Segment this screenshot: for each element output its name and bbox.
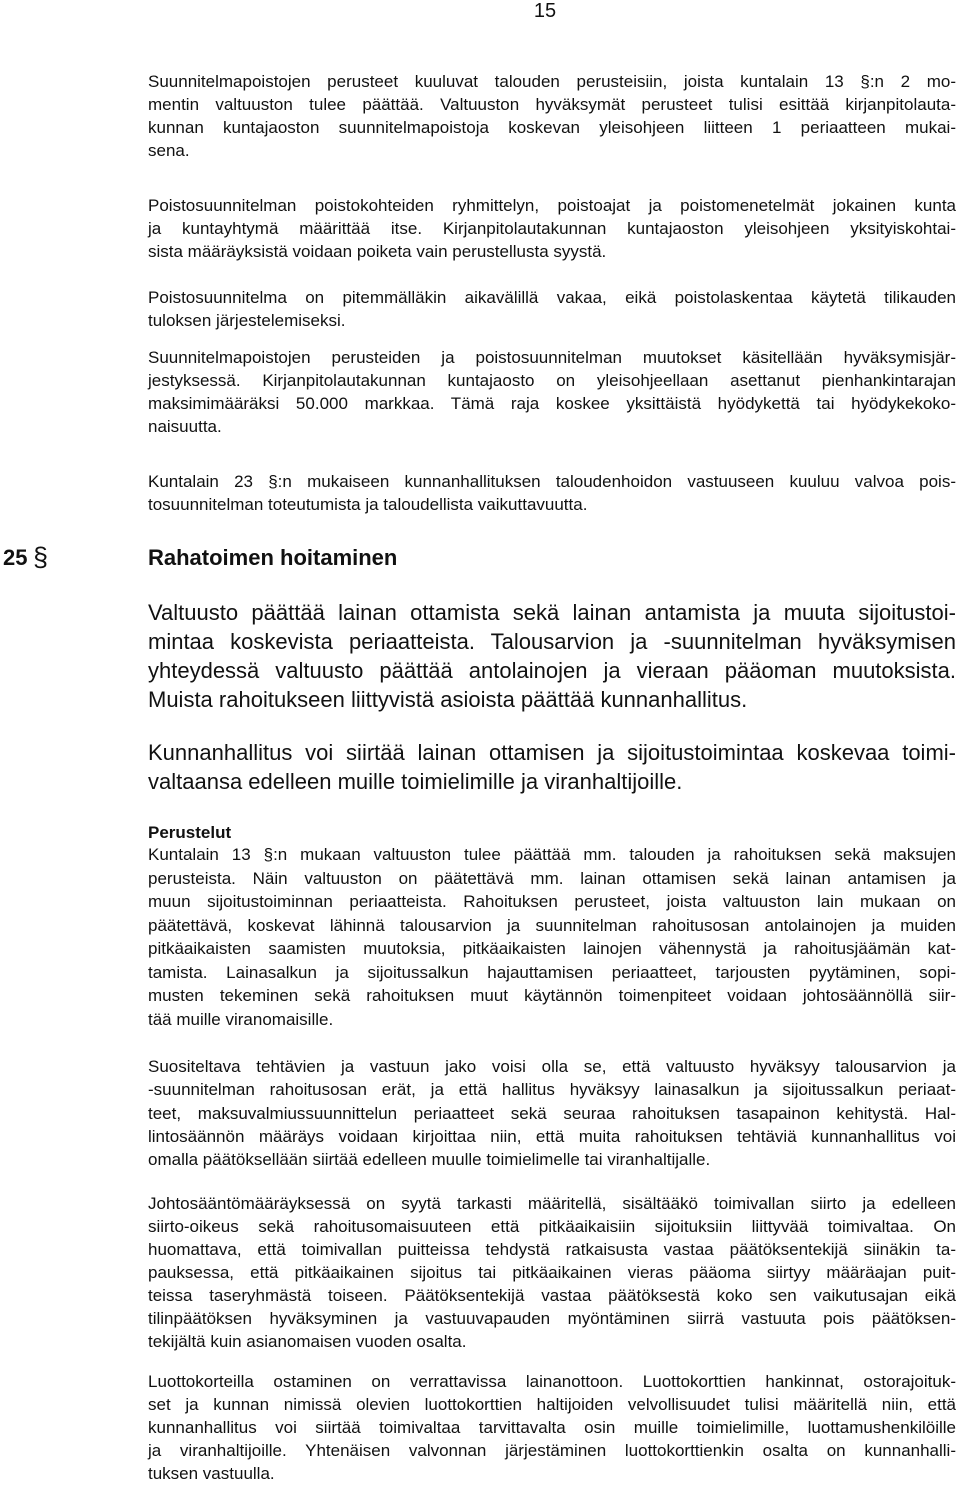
paragraph-depreciation-grouping [148, 194, 956, 263]
text-line: muun sijoitustoiminnan periaatteista. Rahoituksen perusteet, joista valtuuston lain mukaan on [148, 892, 956, 911]
text-line: huomattava, että toimivallan puitteissa tehdystä ratkaisusta vastaa päätöksentekijä siinäkin ta- [148, 1240, 956, 1259]
page-number: 15 [533, 0, 557, 22]
text-line: Suositeltava tehtävien ja vastuun jako voisi olla se, että valtuusto hyväksyy talousarvion ja [148, 1057, 956, 1076]
rationale-paragraph-law [148, 843, 956, 1031]
section-heading [0, 544, 960, 572]
text-line: pitkäaikaisten saamisten muutoksia, pitkäaikaisten lainojen vähennystä ja rahoitusjäämän kat- [148, 939, 956, 958]
paragraph-board-responsibility [148, 470, 956, 516]
text-line: valtaansa edelleen muille toimielimille ja viranhaltijoille. [148, 769, 683, 794]
text-line: mintaa koskevista periaatteista. Talousarvion ja -suunnitelman hyväksymisen [148, 629, 956, 654]
text-line: Poistosuunnitelma on pitemmälläkin aikavälillä vakaa, eikä poistolaskentaa käytetä tilikauden [148, 288, 956, 307]
text-line: tamista. Lainasalkun ja sijoitussalkun hajauttamisen periaatteet, tarjousten pyytäminen, sopi- [148, 962, 956, 982]
text-line: Valtuusto päättää lainan ottamista sekä lainan antamista ja muuta sijoitustoi- [148, 600, 956, 625]
text-line: teet, maksuvalmiussuunnittelun periaatteet sekä seuraa rahoituksen tasapainon kehitystä. Hal- [148, 1103, 956, 1123]
rationale-paragraph-bylaw [148, 1192, 956, 1353]
text-line: perusteista. Näin valtuuston on päätettävä mm. lainan ottamisen sekä lainan antamisen ja [148, 868, 956, 888]
decision-paragraph-board [148, 738, 956, 796]
text-line: jestyksessä. Kirjanpitolautakunnan kuntajaosto on yleisohjeellaan asettanut pienhankintarajan [148, 371, 956, 390]
text-line: maksimimääräksi 50.000 markkaa. Tämä raja koskee yksittäistä hyödykettä tai hyödykekoko- [148, 394, 956, 413]
section-symbol: § [33, 542, 49, 572]
paragraph-depreciation-basis [148, 70, 956, 162]
text-line: ja kuntayhtymä määrittää itse. Kirjanpitolautakunnan kuntajaoston yleisohjeen yksityiskohtai- [148, 219, 956, 238]
text-line: Kunnanhallitus voi siirtää lainan ottamisen ja sijoitustoimintaa koskevaa toimi- [148, 740, 956, 765]
text-line: mentin valtuuston tulee päättää. Valtuuston hyväksymät perusteet tulisi esittää kirjanpitolauta- [148, 95, 956, 114]
rationale-heading: Perustelut [148, 823, 232, 842]
text-line: yhteydessä valtuusto päättää antolainojen ja vieraan pääoman muutoksista. [148, 658, 956, 683]
text-line: musten tekeminen sekä rahoituksen muut käytännön toimenpiteet voidaan johtosäännöllä siir- [148, 986, 956, 1005]
text-line: Luottokorteilla ostaminen on verrattavissa lainanottoon. Luottokorttien hankinnat, ostorajoituk- [148, 1372, 956, 1391]
text-line: omalla päätöksellään siirtää edelleen muulle toimielimelle tai viranhaltijalle. [148, 1150, 711, 1169]
text-line: tuksen vastuulla. [148, 1464, 275, 1483]
text-line: tekijältä kuin asianomaisen vuoden osalta. [148, 1332, 467, 1351]
paragraph-depreciation-stability [148, 286, 956, 332]
text-line: tää muille viranomaisille. [148, 1009, 334, 1029]
text-line: Kuntalain 23 §:n mukaiseen kunnanhallituksen taloudenhoidon vastuuseen kuuluu valvoa pois- [148, 472, 956, 491]
rationale-paragraph-division [148, 1055, 956, 1171]
text-line: pauksessa, että pitkäaikainen sijoitus tai pitkäaikainen vieras pääoma siirtyy määräajan puit- [148, 1263, 956, 1282]
decision-paragraph-council [148, 598, 956, 714]
section-title: Rahatoimen hoitaminen [148, 545, 398, 570]
text-line: Kuntalain 13 §:n mukaan valtuuston tulee päättää mm. talouden ja rahoituksen sekä maksujen [148, 845, 956, 864]
text-line: tuloksen järjestelemiseksi. [148, 311, 346, 330]
text-line: Poistosuunnitelman poistokohteiden ryhmittelyn, poistoajat ja poistomenetelmät jokainen kunta [148, 196, 956, 215]
text-line: lintosäännön määräys voidaan kirjoittaa niin, että muita rahoituksen tehtäviä kunnanhallitus voi [148, 1126, 956, 1146]
text-line: -suunnitelman rahoitusosan erät, ja että hallitus hyväksyy lainasalkun ja sijoitussalkun periaat- [148, 1080, 956, 1100]
text-line: Suunnitelmapoistojen perusteiden ja poistosuunnitelman muutokset käsitellään hyväksymisjär- [148, 348, 956, 367]
text-line: Johtosääntömääräyksessä on syytä tarkasti määritellä, sisältääkö toimivallan siirto ja edelleen [148, 1194, 956, 1213]
text-line: tilinpäätöksen hyväksyminen ja vastuuvapauden myöntäminen siirrä vastuuta pois päätöksen- [148, 1309, 956, 1328]
text-line: sista määräyksistä voidaan poiketa vain perustellusta syystä. [148, 242, 607, 261]
rationale-paragraph-credit-cards [148, 1370, 956, 1485]
text-line: päätettävä, koskevat lähinnä talousarvion ja suunnitelman rahoitusosan antolainojen ja muiden [148, 915, 956, 935]
text-line: Suunnitelmapoistojen perusteet kuuluvat talouden perusteisiin, joista kuntalain 13 §:n 2 mo- [148, 72, 956, 91]
text-line: siirto-oikeus sekä rahoitusomaisuuteen että pitkäaikaisiin sijoituksiin liittyvää toimivaltaa. On [148, 1217, 956, 1236]
text-line: kunnan kuntajaoston suunnitelmapoistoja koskevan yleisohjeen liitteen 1 periaatteen mukai- [148, 118, 956, 137]
text-line: ja viranhaltijoille. Yhtenäisen valvonnan järjestäminen luottokorttienkin osalta on kunnanhalli- [148, 1441, 956, 1460]
text-line: naisuutta. [148, 417, 222, 436]
text-line: Muista rahoitukseen liittyvistä asioista päättää kunnanhallitus. [148, 687, 748, 712]
paragraph-depreciation-changes [148, 346, 956, 438]
text-line: teissa taseryhmästä toiseen. Päätöksentekijä vastaa päätöksestä koko sen vaikutusajan eikä [148, 1286, 956, 1305]
text-line: sena. [148, 141, 190, 160]
text-line: kunnanhallitus voi siirtää toimivaltaa tarvittavalta osin muille toimielimille, luottamushenkilöille [148, 1418, 956, 1437]
text-line: tosuunnitelman toteutumista ja taloudellista vaikuttavuutta. [148, 495, 588, 514]
section-number: 25 [3, 545, 28, 570]
text-line: set ja kunnan nimissä olevien luottokorttien haltijoiden velvollisuudet tulisi määritellä niin, että [148, 1395, 956, 1414]
